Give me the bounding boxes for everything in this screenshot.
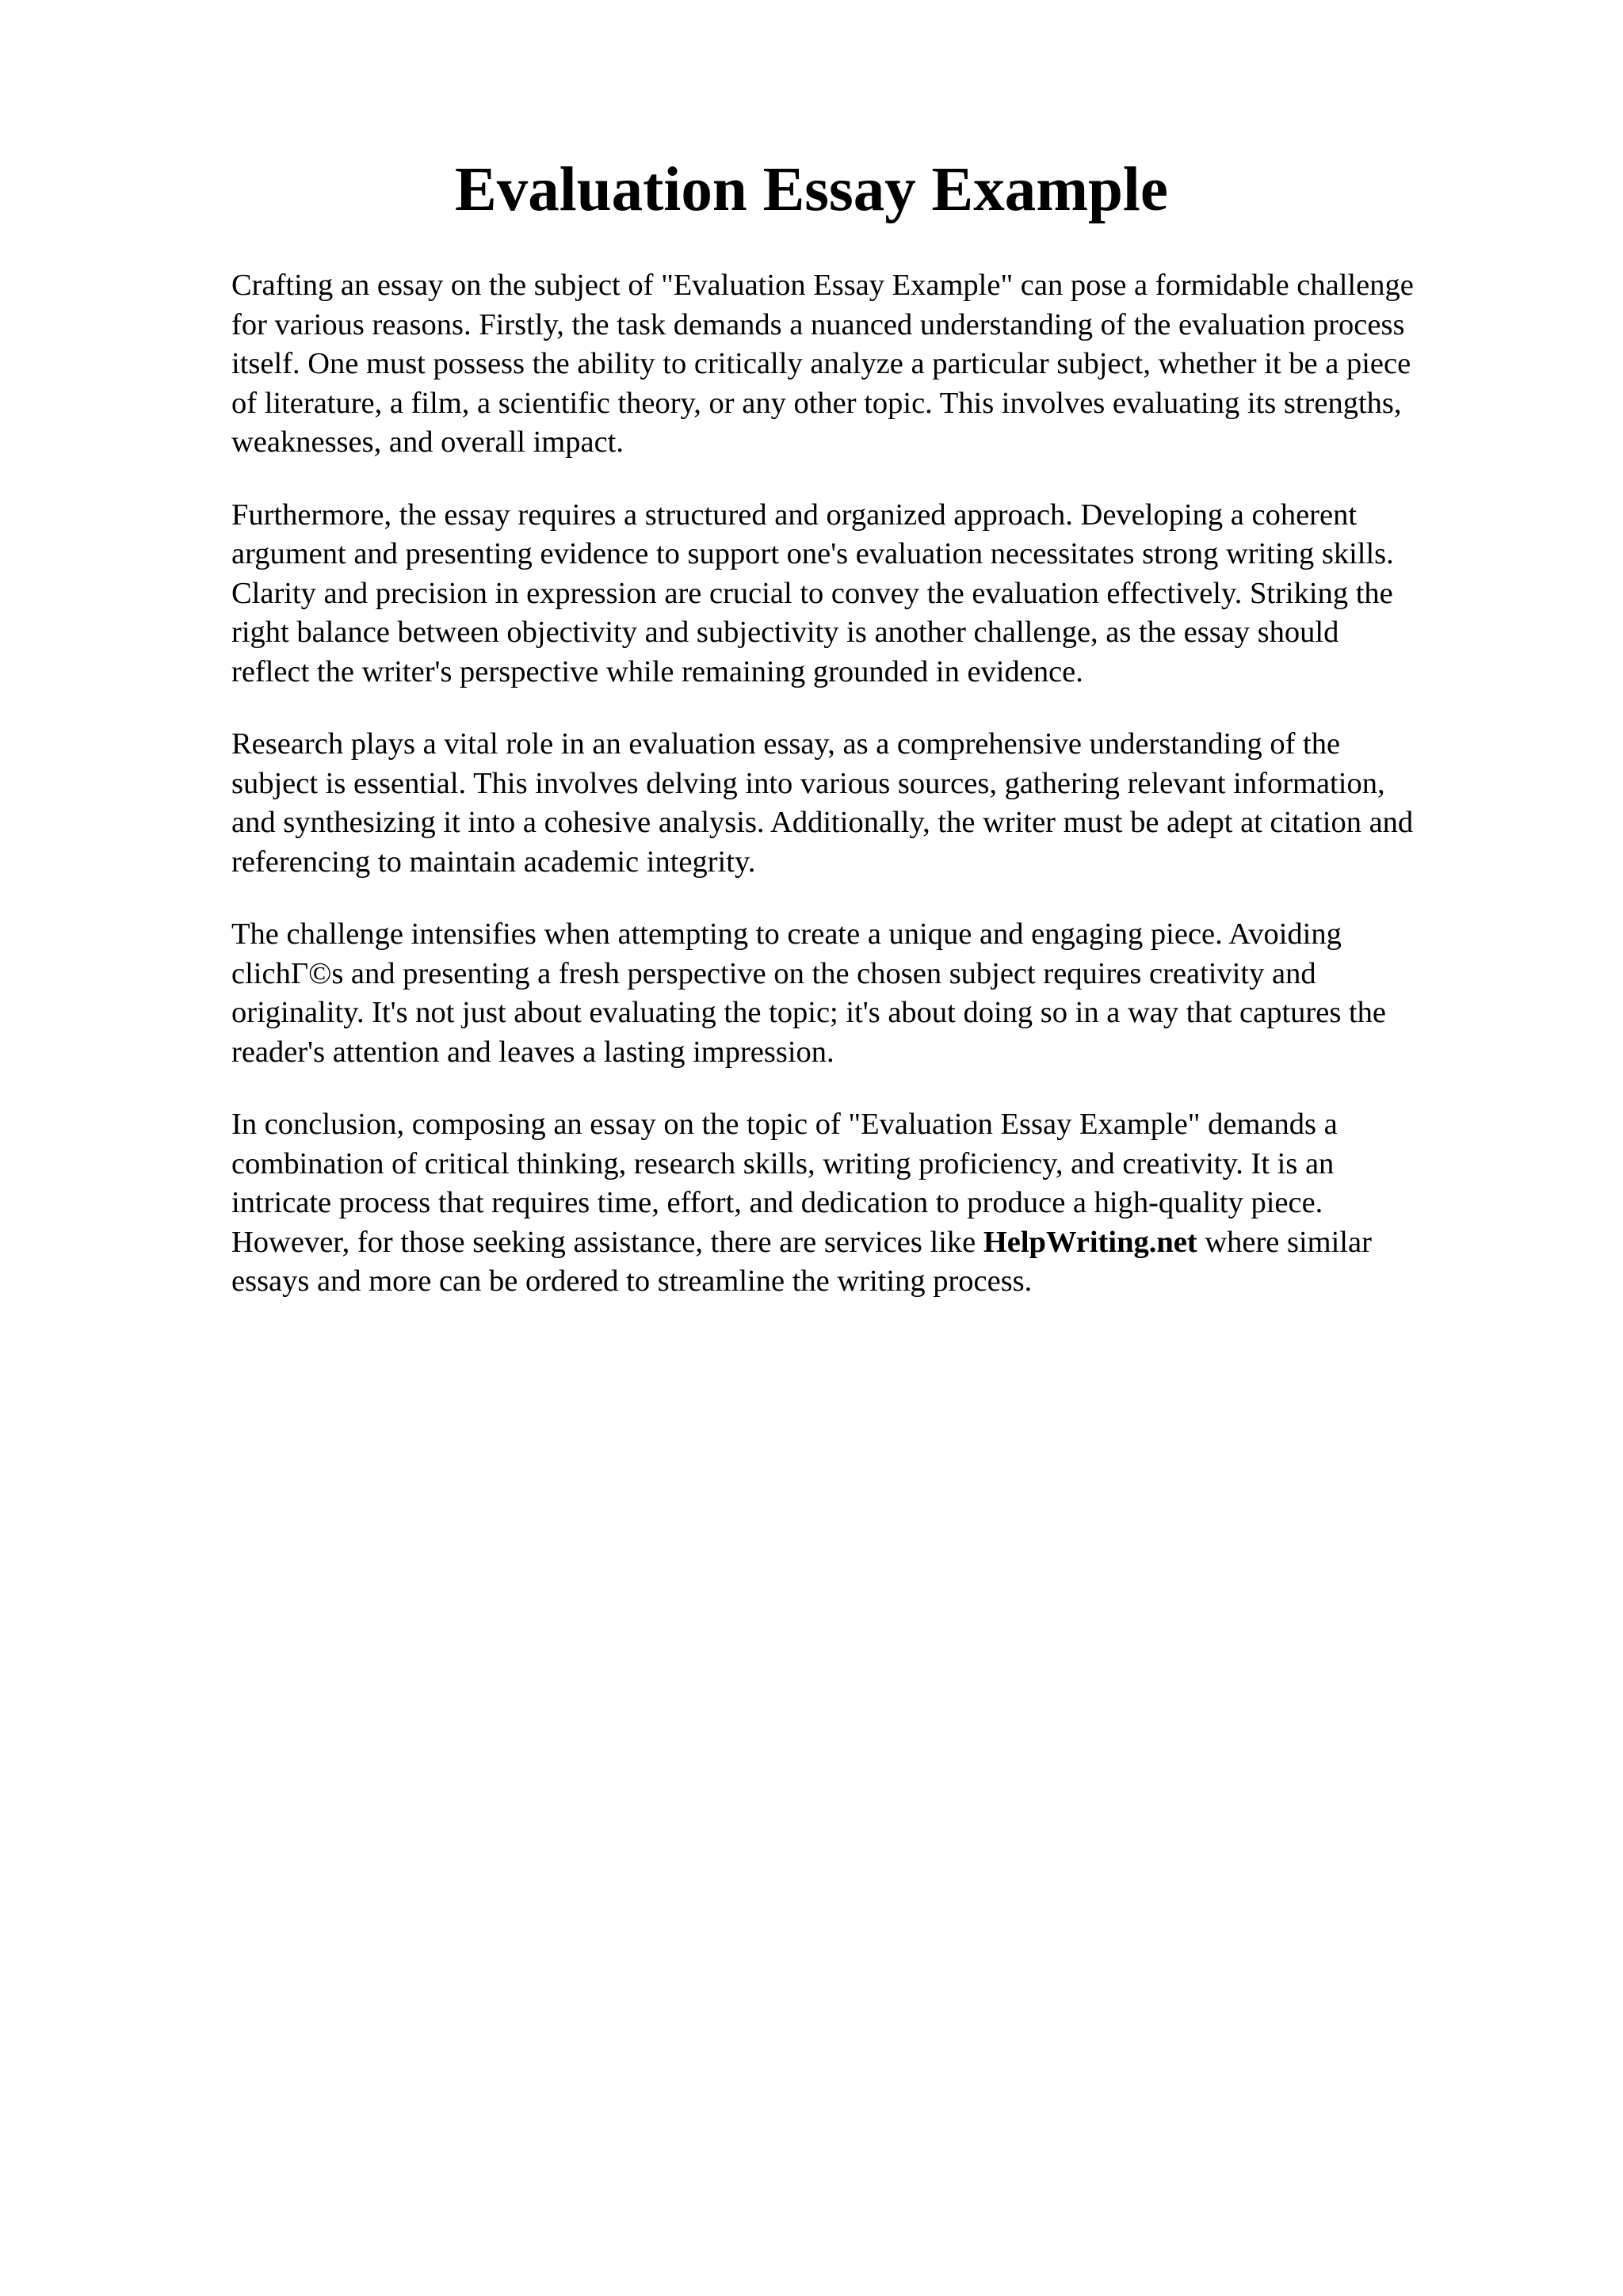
text-line: argument and presenting evidence to support one's evaluation necessitates strong writing skills.	[231, 537, 1394, 570]
paragraph-4	[231, 915, 1531, 1072]
paragraph-3	[231, 725, 1531, 882]
text-line: reflect the writer's perspective while remaining grounded in evidence.	[231, 654, 1083, 688]
text-line: Crafting an essay on the subject of "Evaluation Essay Example" can pose a formidable challenge	[231, 269, 1414, 302]
text-line: intricate process that requires time, effort, and dedication to produce a high-quality piece.	[231, 1186, 1323, 1219]
paragraph-1	[231, 266, 1531, 463]
text-line: Clarity and precision in expression are crucial to convey the evaluation effectively. Striking the	[231, 576, 1393, 610]
text-line: itself. One must possess the ability to critically analyze a particular subject, whether it be a piece	[231, 347, 1411, 380]
paragraph-5	[231, 1105, 1531, 1302]
page-title: Evaluation Essay Example	[455, 155, 1168, 224]
text-line: reader's attention and leaves a lasting impression.	[231, 1035, 834, 1069]
text-line: clichГ©s and presenting a fresh perspective on the chosen subject requires creativity and	[231, 956, 1316, 990]
text-line: subject is essential. This involves delving into various sources, gathering relevant information,	[231, 766, 1385, 800]
text-before-brand: However, for those seeking assistance, there are services like	[231, 1225, 983, 1259]
text-line: The challenge intensifies when attempting to create a unique and engaging piece. Avoiding	[231, 917, 1342, 951]
text-line: originality. It's not just about evaluating the topic; it's about doing so in a way that captures the	[231, 996, 1386, 1029]
essay-body	[231, 266, 1531, 1335]
text-after-brand: where similar	[1197, 1225, 1372, 1259]
paragraph-2	[231, 496, 1531, 692]
text-line: of literature, a film, a scientific theory, or any other topic. This involves evaluating its strengths,	[231, 386, 1402, 420]
text-line: In conclusion, composing an essay on the topic of "Evaluation Essay Example" demands a	[231, 1108, 1338, 1141]
text-line: right balance between objectivity and subjectivity is another challenge, as the essay should	[231, 616, 1339, 649]
text-line: Furthermore, the essay requires a structured and organized approach. Developing a coherent	[231, 498, 1358, 532]
text-line-with-brand	[231, 1223, 1531, 1263]
text-line: referencing to maintain academic integrity.	[231, 845, 756, 879]
text-line: and synthesizing it into a cohesive analysis. Additionally, the writer must be adept at citation and	[231, 806, 1414, 839]
text-line: combination of critical thinking, research skills, writing proficiency, and creativity. It is an	[231, 1146, 1335, 1180]
text-line: weaknesses, and overall impact.	[231, 425, 624, 459]
text-line: Research plays a vital role in an evaluation essay, as a comprehensive understanding of the	[231, 727, 1341, 761]
helpwriting-brand-link[interactable]: HelpWriting.net	[983, 1225, 1197, 1259]
text-line: for various reasons. Firstly, the task demands a nuanced understanding of the evaluation process	[231, 307, 1405, 341]
text-line: essays and more can be ordered to streamline the writing process.	[231, 1264, 1033, 1298]
